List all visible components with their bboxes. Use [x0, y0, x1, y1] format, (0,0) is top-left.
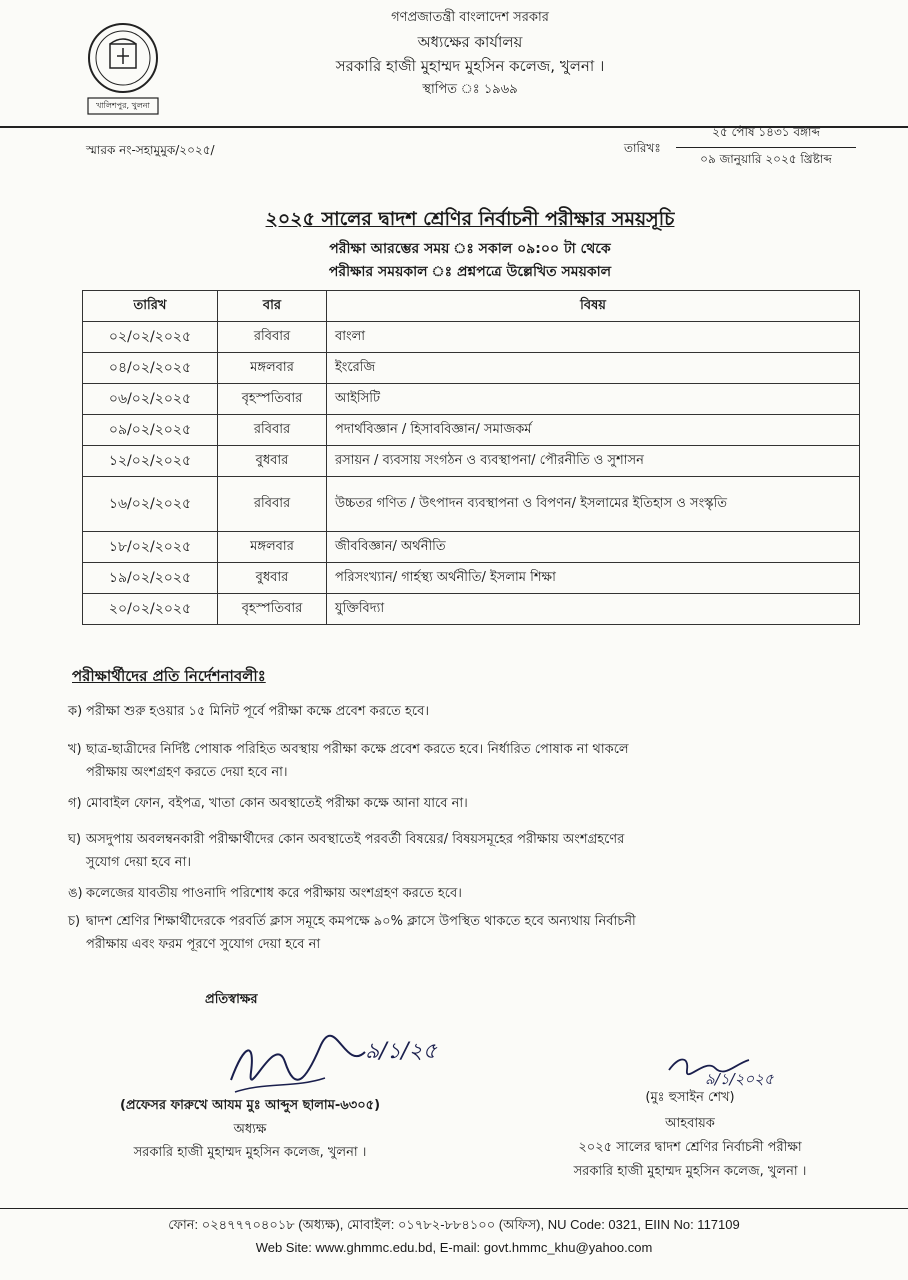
row-subject: পদার্থবিজ্ঞান / হিসাববিজ্ঞান/ সমাজকর্ম	[327, 415, 860, 446]
instruction-text-cont: সুযোগ দেয়া হবে না।	[86, 855, 191, 870]
instruction-text: পরীক্ষা শুরু হওয়ার ১৫ মিনিট পূর্বে পরীক্ষা কক্ষে প্রবেশ করতে হবে।	[86, 704, 429, 719]
table-row	[83, 353, 860, 384]
table-row	[83, 384, 860, 415]
row-subject: রসায়ন / ব্যবসায় সংগঠন ও ব্যবস্থাপনা/ পৌরনীতি ও সুশাসন	[327, 446, 860, 477]
instruction-number: ঘ)	[68, 832, 82, 847]
instruction-text: অসদুপায় অবলম্বনকারী পরীক্ষার্থীদের কোন অবস্থাতেই পরবর্তী বিষয়ের/ বিষয়সমূহের পরীক্ষায় অংশগ্রহণের	[86, 832, 625, 847]
instruction-number: চ)	[68, 914, 81, 929]
instruction-number: ঙ)	[68, 886, 83, 901]
row-day: বুধবার	[218, 563, 327, 594]
countersign-label: প্রতিস্বাক্ষর	[205, 992, 258, 1007]
row-subject: যুক্তিবিদ্যা	[327, 594, 860, 625]
convener-name: (মুঃ হুসাইন শেখ)	[645, 1090, 735, 1105]
row-day: বুধবার	[218, 446, 327, 477]
table-row	[83, 415, 860, 446]
convener-signature-date: ৯/১/২০২৫	[705, 1070, 774, 1088]
schedule-table	[82, 290, 860, 625]
instruction-number: ক)	[68, 704, 83, 719]
principal-signature-date: ৯/১/২৫	[365, 1039, 437, 1064]
date-bengali: ২৫ পৌষ ১৪৩১ বঙ্গাব্দ	[676, 124, 856, 148]
convener-institution: সরকারি হাজী মুহাম্মদ মুহসিন কলেজ, খুলনা ।	[573, 1164, 807, 1179]
instruction-item	[68, 910, 868, 956]
date-block	[676, 124, 856, 171]
instruction-item	[68, 700, 868, 723]
principal-institution: সরকারি হাজী মুহাম্মদ মুহসিন কলেজ, খুলনা ।	[133, 1145, 367, 1160]
header-day: বার	[218, 291, 327, 322]
college-seal-icon	[82, 20, 164, 118]
header-date: তারিখ	[83, 291, 218, 322]
row-day: রবিবার	[218, 322, 327, 353]
table-row	[83, 446, 860, 477]
page-title: ২০২৫ সালের দ্বাদশ শ্রেণির নির্বাচনী পরীক্ষার সময়সূচি	[265, 208, 675, 230]
row-day: মঙ্গলবার	[218, 353, 327, 384]
table-row	[83, 532, 860, 563]
instruction-text: কলেজের যাবতীয় পাওনাদি পরিশোধ করে পরীক্ষায় অংশগ্রহণ করতে হবে।	[86, 886, 462, 901]
instruction-text: মোবাইল ফোন, বইপত্র, খাতা কোন অবস্থাতেই পরীক্ষা কক্ষে আনা যাবে না।	[86, 796, 468, 811]
convener-role: আহবায়ক	[665, 1116, 715, 1131]
table-row	[83, 563, 860, 594]
row-day: মঙ্গলবার	[218, 532, 327, 563]
row-date: ১২/০২/২০২৫	[83, 446, 218, 477]
exam-duration: পরীক্ষার সময়কাল ঃ প্রশ্নপত্রে উল্লেখিত সময়কাল	[328, 264, 612, 280]
instruction-text: দ্বাদশ শ্রেণির শিক্ষার্থীদেরকে পরবর্তি ক্লাস সমূহে কমপক্ষে ৯০% ক্লাসে উপস্থিত থাকতে হবে অন্যথায় নির্বাচনী	[86, 914, 636, 929]
row-subject: উচ্চতর গণিত / উৎপাদন ব্যবস্থাপনা ও বিপণন/ ইসলামের ইতিহাস ও সংস্কৃতি	[327, 477, 860, 532]
instruction-text: ছাত্র-ছাত্রীদের নির্দিষ্ট পোষাক পরিহিত অবস্থায় পরীক্ষা কক্ষে প্রবেশ করতে হবে। নির্ধারিত পোষাক না থাকলে	[86, 742, 629, 757]
established-year: স্থাপিত ঃ ১৯৬৯	[422, 82, 518, 97]
government-name: গণপ্রজাতন্ত্রী বাংলাদেশ সরকার	[391, 10, 549, 25]
row-day: বৃহস্পতিবার	[218, 384, 327, 415]
instruction-text-cont: পরীক্ষায় অংশগ্রহণ করতে দেয়া হবে না।	[86, 765, 288, 780]
letterhead	[250, 6, 690, 102]
row-date: ১৮/০২/২০২৫	[83, 532, 218, 563]
instruction-item	[68, 792, 868, 815]
seal-caption: খালিশপুর, খুলনা	[96, 101, 150, 110]
footer-web: Web Site: www.ghmmc.edu.bd, E-mail: govt.hmmc_khu@yahoo.com	[255, 1240, 653, 1255]
instruction-text-cont: পরীক্ষায় এবং ফরম পূরণে সুযোগ দেয়া হবে না	[86, 937, 321, 952]
instructions-heading: পরীক্ষার্থীদের প্রতি নির্দেশনাবলীঃ	[72, 667, 266, 685]
date-gregorian: ০৯ জানুয়ারি ২০২৫ খ্রিষ্টাব্দ	[700, 152, 832, 166]
table-row	[83, 477, 860, 532]
office-name: অধ্যক্ষের কার্যালয়	[417, 33, 523, 51]
memo-number: স্মারক নং-সহামুমুক/২০২৫/	[86, 143, 215, 157]
principal-name: (প্রফেসর ফারুখে আযম মুঃ আব্দুস ছালাম-৬৩০৫)	[119, 1098, 381, 1113]
row-subject: পরিসংখ্যান/ গার্হস্থ্য অর্থনীতি/ ইসলাম শিক্ষা	[327, 563, 860, 594]
row-date: ০৪/০২/২০২৫	[83, 353, 218, 384]
row-subject: জীববিজ্ঞান/ অর্থনীতি	[327, 532, 860, 563]
principal-signature	[225, 1022, 475, 1102]
table-header-row	[83, 291, 860, 322]
row-date: ১৬/০২/২০২৫	[83, 477, 218, 532]
instruction-item	[68, 882, 868, 905]
row-day: বৃহস্পতিবার	[218, 594, 327, 625]
table-row	[83, 594, 860, 625]
instruction-number: খ)	[68, 742, 82, 757]
footer-contact: ফোন: ০২৪৭৭৭০৪০১৮ (অধ্যক্ষ), মোবাইল: ০১৭৮২-৮৮৪১০০ (অফিস), NU Code: 0321, EIIN No: 117109	[168, 1217, 740, 1232]
exam-start-time: পরীক্ষা আরম্ভের সময় ঃ সকাল ০৯:০০ টা থেকে	[329, 241, 611, 257]
footer-divider	[0, 1208, 908, 1209]
college-name: সরকারি হাজী মুহাম্মদ মুহসিন কলেজ, খুলনা ।	[335, 57, 605, 75]
convener-description: ২০২৫ সালের দ্বাদশ শ্রেণির নির্বাচনী পরীক্ষা	[578, 1140, 802, 1155]
row-date: ২০/০২/২০২৫	[83, 594, 218, 625]
header-subject: বিষয়	[327, 291, 860, 322]
instruction-item	[68, 828, 868, 874]
principal-role: অধ্যক্ষ	[233, 1122, 267, 1137]
instruction-item	[68, 738, 868, 784]
instruction-number: গ)	[68, 796, 82, 811]
table-row	[83, 322, 860, 353]
date-label: তারিখঃ	[624, 141, 661, 155]
row-date: ০৯/০২/২০২৫	[83, 415, 218, 446]
row-date: ০২/০২/২০২৫	[83, 322, 218, 353]
row-date: ০৬/০২/২০২৫	[83, 384, 218, 415]
row-subject: আইসিটি	[327, 384, 860, 415]
row-day: রবিবার	[218, 415, 327, 446]
row-subject: বাংলা	[327, 322, 860, 353]
row-date: ১৯/০২/২০২৫	[83, 563, 218, 594]
row-subject: ইংরেজি	[327, 353, 860, 384]
row-day: রবিবার	[218, 477, 327, 532]
